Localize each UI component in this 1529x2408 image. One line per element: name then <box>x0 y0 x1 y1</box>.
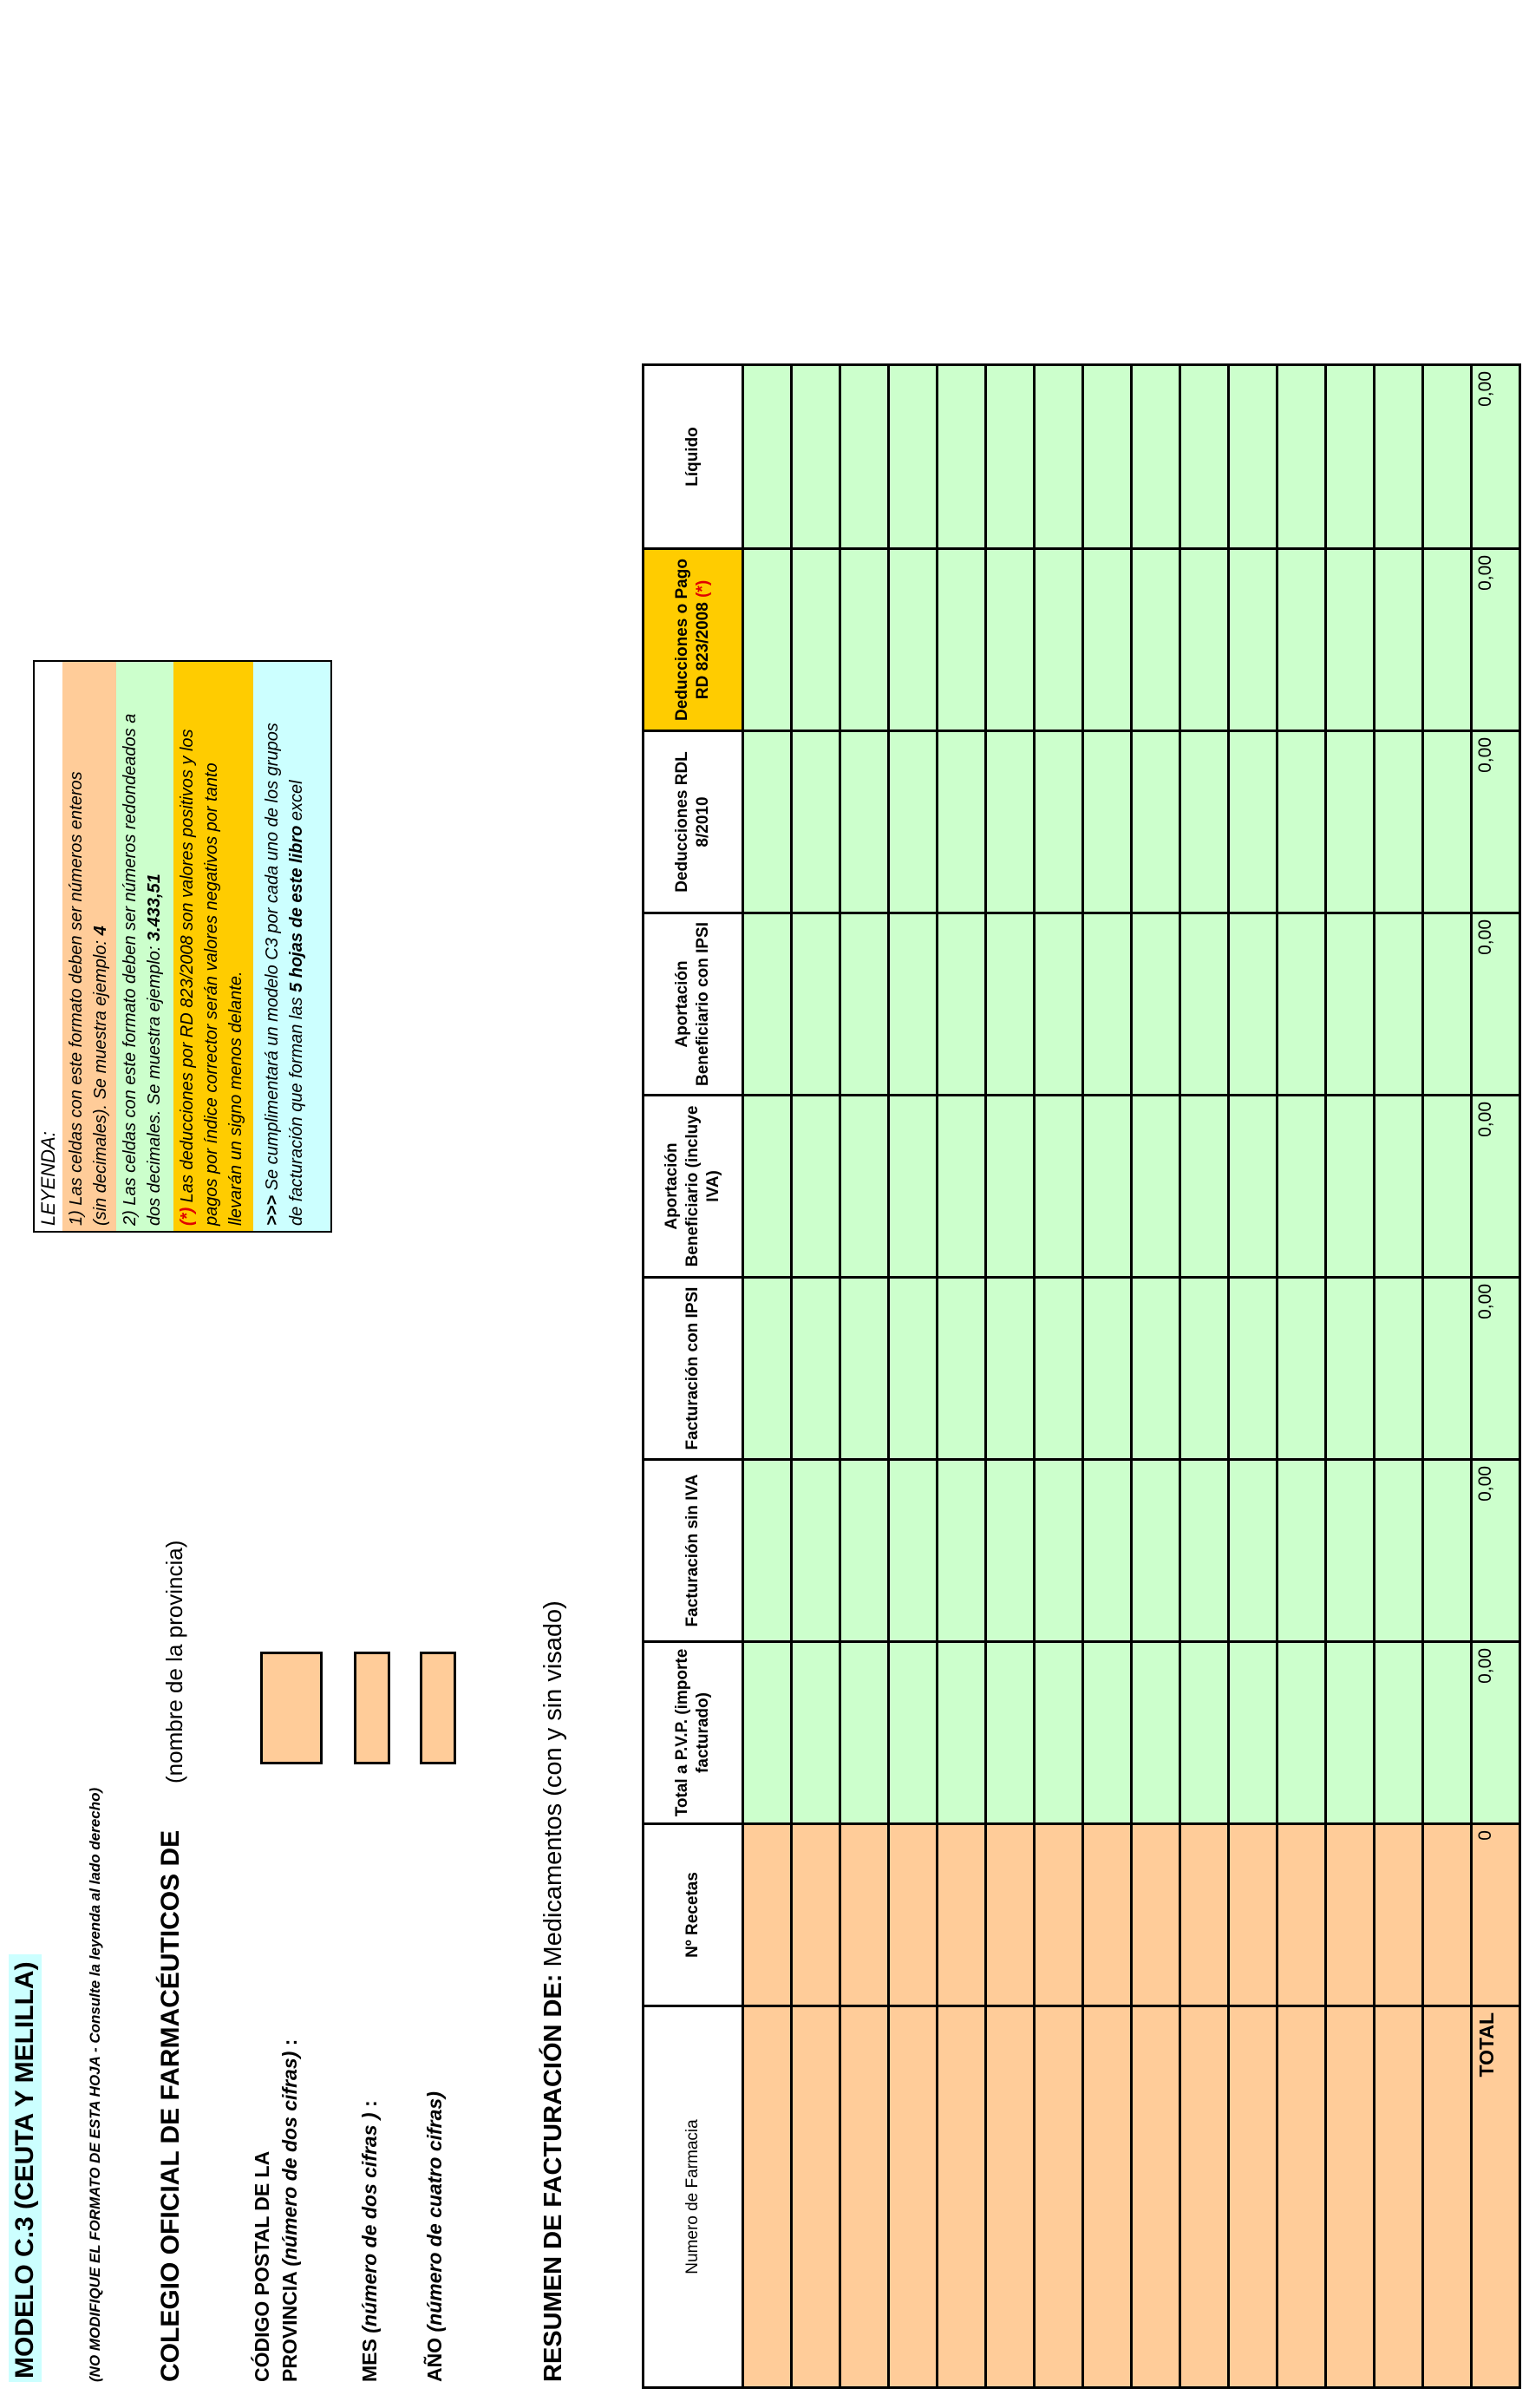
cell-recetas[interactable] <box>792 1824 840 2006</box>
anio-hint: (número de cuatro cifras) <box>423 2091 446 2333</box>
cell-aport-ipsi[interactable] <box>938 913 986 1096</box>
cell-rdl[interactable] <box>986 731 1035 913</box>
cell-aport-iva[interactable] <box>986 1096 1035 1278</box>
cell-rd823[interactable] <box>1180 549 1229 731</box>
cell-liquido[interactable] <box>938 365 986 549</box>
cell-sin-iva[interactable] <box>840 1460 889 1642</box>
table-row <box>1229 365 1277 2388</box>
mes-hint: (número de dos cifras ) <box>358 2112 381 2333</box>
cell-recetas[interactable] <box>1132 1824 1180 2006</box>
legend-item4-arrow: >>> <box>263 1194 282 1226</box>
header-rd823-mark: (*) <box>694 579 712 598</box>
cell-farmacia[interactable] <box>1180 2006 1229 2388</box>
cell-farmacia[interactable] <box>938 2006 986 2388</box>
cell-rdl[interactable] <box>1180 731 1229 913</box>
cell-aport-iva[interactable] <box>1083 1096 1132 1278</box>
header-rdl: Deducciones RDL 8/2010 <box>644 731 743 913</box>
cell-aport-iva[interactable] <box>1423 1096 1472 1278</box>
legend-item-decimal <box>116 662 173 1231</box>
table-row <box>1132 365 1180 2388</box>
cell-rdl[interactable] <box>938 731 986 913</box>
cell-pvp[interactable] <box>1180 1642 1229 1824</box>
header-rd823 <box>644 549 743 731</box>
cell-aport-iva[interactable] <box>743 1096 792 1278</box>
cell-pvp[interactable] <box>743 1642 792 1824</box>
cell-rd823[interactable] <box>938 549 986 731</box>
table-row <box>889 365 938 2388</box>
cell-liquido[interactable] <box>889 365 938 549</box>
cell-pvp[interactable] <box>1375 1642 1423 1824</box>
legend-item-note <box>253 662 330 1231</box>
cell-sin-iva[interactable] <box>938 1460 986 1642</box>
cell-sin-iva[interactable] <box>1083 1460 1132 1642</box>
table-row <box>792 365 840 2388</box>
legend-item3-line1-text: Las deducciones por RD 823/2008 son valores positivos y los <box>178 729 197 1207</box>
cell-recetas[interactable] <box>1375 1824 1423 2006</box>
codigo-postal-hint: (número de dos cifras) <box>278 2051 301 2267</box>
cell-rdl[interactable] <box>1326 731 1375 913</box>
legend-item-integer <box>62 662 116 1231</box>
cell-farmacia[interactable] <box>986 2006 1035 2388</box>
cell-recetas[interactable] <box>889 1824 938 2006</box>
cell-rd823[interactable] <box>1229 549 1277 731</box>
cell-liquido[interactable] <box>1326 365 1375 549</box>
legend-box <box>33 660 332 1233</box>
header-rd823-text: Deducciones o Pago RD 823/2008 <box>673 559 712 721</box>
codigo-postal-label-line1: CÓDIGO POSTAL DE LA <box>251 2150 273 2382</box>
codigo-postal-input[interactable] <box>260 1652 323 1764</box>
cell-farmacia[interactable] <box>889 2006 938 2388</box>
cell-rd823[interactable] <box>986 549 1035 731</box>
total-label: TOTAL <box>1472 2006 1520 2388</box>
colegio-hint: (nombre de la provincia) <box>161 1540 187 1783</box>
cell-sin-iva[interactable] <box>743 1460 792 1642</box>
cell-liquido[interactable] <box>1375 365 1423 549</box>
cell-farmacia[interactable] <box>792 2006 840 2388</box>
cell-aport-iva[interactable] <box>840 1096 889 1278</box>
table-row <box>1277 365 1326 2388</box>
cell-aport-iva[interactable] <box>1277 1096 1326 1278</box>
resumen-value: Medicamentos (con y sin visado) <box>539 1600 567 1967</box>
cell-rdl[interactable] <box>1229 731 1277 913</box>
mes-label-word: MES <box>358 2339 381 2382</box>
cell-pvp[interactable] <box>1326 1642 1375 1824</box>
legend-item-rd823 <box>173 662 253 1231</box>
cell-aport-ipsi[interactable] <box>986 913 1035 1096</box>
legend-item4-line1-text: Se cumplimentará un modelo C3 por cada uno de los grupos <box>263 723 282 1195</box>
total-row <box>1472 365 1520 2388</box>
legend-item4-line1 <box>260 667 284 1226</box>
cell-rd823[interactable] <box>1423 549 1472 731</box>
table-row <box>986 365 1035 2388</box>
cell-con-ipsi[interactable] <box>938 1278 986 1460</box>
cell-recetas[interactable] <box>1423 1824 1472 2006</box>
cell-farmacia[interactable] <box>1035 2006 1083 2388</box>
legend-item2-example: 3.433,51 <box>145 874 164 942</box>
cell-liquido[interactable] <box>840 365 889 549</box>
cell-aport-ipsi[interactable] <box>1132 913 1180 1096</box>
cell-aport-iva[interactable] <box>889 1096 938 1278</box>
cell-con-ipsi[interactable] <box>743 1278 792 1460</box>
codigo-postal-colon: : <box>278 2038 301 2046</box>
cell-rd823[interactable] <box>1083 549 1132 731</box>
legend-item1-line2 <box>88 667 113 1226</box>
cell-recetas[interactable] <box>1229 1824 1277 2006</box>
cell-liquido[interactable] <box>1423 365 1472 549</box>
cell-aport-ipsi[interactable] <box>840 913 889 1096</box>
table-row <box>1375 365 1423 2388</box>
legend-item1-line1: 1) Las celdas con este formato deben ser números enteros <box>67 771 86 1226</box>
cell-aport-iva[interactable] <box>1229 1096 1277 1278</box>
legend-item3-line2: pagos por índice corrector serán valores negativos por tanto <box>202 762 221 1226</box>
cell-sin-iva[interactable] <box>889 1460 938 1642</box>
cell-aport-ipsi[interactable] <box>889 913 938 1096</box>
legend-item2-line2 <box>142 667 167 1226</box>
cell-rd823[interactable] <box>1035 549 1083 731</box>
cell-pvp[interactable] <box>1083 1642 1132 1824</box>
cell-rd823[interactable] <box>792 549 840 731</box>
cell-con-ipsi[interactable] <box>1277 1278 1326 1460</box>
cell-aport-iva[interactable] <box>1132 1096 1180 1278</box>
anio-label <box>421 2091 448 2382</box>
cell-liquido[interactable] <box>1132 365 1180 549</box>
cell-rdl[interactable] <box>1277 731 1326 913</box>
cell-liquido[interactable] <box>1035 365 1083 549</box>
cell-farmacia[interactable] <box>743 2006 792 2388</box>
cell-con-ipsi[interactable] <box>986 1278 1035 1460</box>
table-row <box>1180 365 1229 2388</box>
header-recetas: Nº Recetas <box>644 1824 743 2006</box>
cell-aport-ipsi[interactable] <box>743 913 792 1096</box>
legend-title: LEYENDA: <box>37 1131 59 1226</box>
cell-rdl[interactable] <box>889 731 938 913</box>
cell-rd823[interactable] <box>1375 549 1423 731</box>
resumen-line <box>539 1600 568 2382</box>
header-aport-iva: Aportación Beneficiario (incluye IVA) <box>644 1096 743 1278</box>
resumen-label: RESUMEN DE FACTURACIÓN DE: <box>539 1973 567 2382</box>
cell-recetas[interactable] <box>1326 1824 1375 2006</box>
cell-farmacia[interactable] <box>1277 2006 1326 2388</box>
cell-aport-ipsi[interactable] <box>1180 913 1229 1096</box>
mes-colon: : <box>358 2100 381 2108</box>
legend-item4-bold: 5 hojas de este libro <box>287 825 306 992</box>
cell-liquido[interactable] <box>986 365 1035 549</box>
cell-con-ipsi[interactable] <box>1423 1278 1472 1460</box>
cell-con-ipsi[interactable] <box>1035 1278 1083 1460</box>
cell-recetas[interactable] <box>986 1824 1035 2006</box>
cell-recetas[interactable] <box>840 1824 889 2006</box>
cell-farmacia[interactable] <box>840 2006 889 2388</box>
billing-table <box>642 363 1521 2389</box>
cell-aport-iva[interactable] <box>938 1096 986 1278</box>
total-liquido: 0,00 <box>1472 365 1520 549</box>
cell-con-ipsi[interactable] <box>1326 1278 1375 1460</box>
cell-sin-iva[interactable] <box>1375 1460 1423 1642</box>
page-title: MODELO C.3 (CEUTA Y MELILLA) <box>9 1954 42 2382</box>
cell-rdl[interactable] <box>1035 731 1083 913</box>
table-header-row <box>644 365 743 2388</box>
cell-rdl[interactable] <box>840 731 889 913</box>
cell-pvp[interactable] <box>1423 1642 1472 1824</box>
cell-sin-iva[interactable] <box>1035 1460 1083 1642</box>
cell-recetas[interactable] <box>743 1824 792 2006</box>
cell-sin-iva[interactable] <box>1229 1460 1277 1642</box>
total-rdl: 0,00 <box>1472 731 1520 913</box>
cell-aport-ipsi[interactable] <box>1326 913 1375 1096</box>
legend-item3-mark: (*) <box>178 1207 197 1226</box>
cell-aport-ipsi[interactable] <box>1035 913 1083 1096</box>
cell-pvp[interactable] <box>1277 1642 1326 1824</box>
cell-con-ipsi[interactable] <box>889 1278 938 1460</box>
codigo-postal-label-line2 <box>276 2039 304 2382</box>
table-row <box>1423 365 1472 2388</box>
cell-con-ipsi[interactable] <box>1375 1278 1423 1460</box>
total-pvp: 0,00 <box>1472 1642 1520 1824</box>
total-aport-ipsi: 0,00 <box>1472 913 1520 1096</box>
table-row <box>1083 365 1132 2388</box>
cell-recetas[interactable] <box>1035 1824 1083 2006</box>
cell-rdl[interactable] <box>1375 731 1423 913</box>
cell-recetas[interactable] <box>1277 1824 1326 2006</box>
cell-aport-ipsi[interactable] <box>1423 913 1472 1096</box>
legend-item4-line2a: de facturación que forman las <box>287 991 306 1226</box>
codigo-postal-label-word: PROVINCIA <box>278 2272 301 2382</box>
cell-rd823[interactable] <box>1326 549 1375 731</box>
table-row <box>1035 365 1083 2388</box>
cell-liquido[interactable] <box>1083 365 1132 549</box>
cell-sin-iva[interactable] <box>1180 1460 1229 1642</box>
cell-aport-ipsi[interactable] <box>1083 913 1132 1096</box>
header-aport-ipsi: Aportación Beneficiario con IPSI <box>644 913 743 1096</box>
header-pvp: Total a P.V.P. (importe facturado) <box>644 1642 743 1824</box>
table-row <box>840 365 889 2388</box>
cell-recetas[interactable] <box>938 1824 986 2006</box>
cell-rdl[interactable] <box>1083 731 1132 913</box>
cell-sin-iva[interactable] <box>1423 1460 1472 1642</box>
cell-sin-iva[interactable] <box>1326 1460 1375 1642</box>
total-con-ipsi: 0,00 <box>1472 1278 1520 1460</box>
cell-pvp[interactable] <box>1035 1642 1083 1824</box>
cell-con-ipsi[interactable] <box>1180 1278 1229 1460</box>
total-rd823: 0,00 <box>1472 549 1520 731</box>
cell-pvp[interactable] <box>1229 1642 1277 1824</box>
legend-item4-line2b: excel <box>287 780 306 826</box>
cell-liquido[interactable] <box>743 365 792 549</box>
cell-pvp[interactable] <box>792 1642 840 1824</box>
table-body <box>743 365 1520 2388</box>
header-liquido: Líquido <box>644 365 743 549</box>
cell-liquido[interactable] <box>1277 365 1326 549</box>
cell-aport-ipsi[interactable] <box>792 913 840 1096</box>
legend-item2-line1: 2) Las celdas con este formato deben ser números redondeados a <box>121 713 140 1226</box>
header-sin-iva: Facturación sin IVA <box>644 1460 743 1642</box>
cell-farmacia[interactable] <box>1375 2006 1423 2388</box>
legend-item1-line2-text: (sin decimales). Se muestra ejemplo: <box>91 939 110 1226</box>
cell-rd823[interactable] <box>1132 549 1180 731</box>
cell-aport-iva[interactable] <box>1326 1096 1375 1278</box>
legend-item4-line2 <box>284 667 309 1226</box>
table-row <box>938 365 986 2388</box>
cell-farmacia[interactable] <box>1229 2006 1277 2388</box>
cell-rdl[interactable] <box>792 731 840 913</box>
anio-label-word: AÑO <box>423 2337 446 2382</box>
cell-con-ipsi[interactable] <box>840 1278 889 1460</box>
mes-label <box>356 2100 383 2382</box>
cell-aport-ipsi[interactable] <box>1277 913 1326 1096</box>
total-aport-iva: 0,00 <box>1472 1096 1520 1278</box>
cell-rd823[interactable] <box>840 549 889 731</box>
cell-farmacia[interactable] <box>1326 2006 1375 2388</box>
colegio-label: COLEGIO OFICIAL DE FARMACÉUTICOS DE <box>156 1829 185 2382</box>
cell-liquido[interactable] <box>792 365 840 549</box>
total-sin-iva: 0,00 <box>1472 1460 1520 1642</box>
cell-aport-ipsi[interactable] <box>1375 913 1423 1096</box>
cell-farmacia[interactable] <box>1083 2006 1132 2388</box>
cell-sin-iva[interactable] <box>1277 1460 1326 1642</box>
legend-item2-line2-text: dos decimales. Se muestra ejemplo: <box>145 946 164 1226</box>
cell-pvp[interactable] <box>986 1642 1035 1824</box>
anio-input[interactable] <box>420 1652 456 1764</box>
cell-aport-iva[interactable] <box>1375 1096 1423 1278</box>
legend-item1-example: 4 <box>91 926 110 936</box>
cell-rd823[interactable] <box>743 549 792 731</box>
cell-aport-iva[interactable] <box>1180 1096 1229 1278</box>
legend-item3-line1 <box>175 667 199 1226</box>
cell-recetas[interactable] <box>1180 1824 1229 2006</box>
cell-aport-iva[interactable] <box>1035 1096 1083 1278</box>
table-row <box>1326 365 1375 2388</box>
cell-farmacia[interactable] <box>1132 2006 1180 2388</box>
cell-pvp[interactable] <box>840 1642 889 1824</box>
cell-pvp[interactable] <box>889 1642 938 1824</box>
cell-sin-iva[interactable] <box>792 1460 840 1642</box>
cell-sin-iva[interactable] <box>1132 1460 1180 1642</box>
cell-aport-ipsi[interactable] <box>1229 913 1277 1096</box>
cell-rdl[interactable] <box>1132 731 1180 913</box>
cell-con-ipsi[interactable] <box>1132 1278 1180 1460</box>
cell-rdl[interactable] <box>1423 731 1472 913</box>
cell-rdl[interactable] <box>743 731 792 913</box>
cell-con-ipsi[interactable] <box>1229 1278 1277 1460</box>
cell-pvp[interactable] <box>938 1642 986 1824</box>
cell-pvp[interactable] <box>1132 1642 1180 1824</box>
cell-liquido[interactable] <box>1229 365 1277 549</box>
codigo-postal-label <box>248 2039 304 2382</box>
cell-recetas[interactable] <box>1083 1824 1132 2006</box>
cell-con-ipsi[interactable] <box>1083 1278 1132 1460</box>
table-row <box>743 365 792 2388</box>
cell-farmacia[interactable] <box>1423 2006 1472 2388</box>
header-con-ipsi: Facturación con IPSI <box>644 1278 743 1460</box>
total-recetas: 0 <box>1472 1824 1520 2006</box>
mes-input[interactable] <box>354 1652 390 1764</box>
cell-rd823[interactable] <box>889 549 938 731</box>
cell-con-ipsi[interactable] <box>792 1278 840 1460</box>
cell-aport-iva[interactable] <box>792 1096 840 1278</box>
header-farmacia: Numero de Farmacia <box>644 2006 743 2388</box>
cell-rd823[interactable] <box>1277 549 1326 731</box>
format-warning: (NO MODIFIQUE EL FORMATO DE ESTA HOJA - Consulte la leyenda al lado derecho) <box>87 1787 103 2382</box>
legend-item3-line3: llevarán un signo menos delante. <box>226 971 245 1226</box>
cell-sin-iva[interactable] <box>986 1460 1035 1642</box>
cell-liquido[interactable] <box>1180 365 1229 549</box>
